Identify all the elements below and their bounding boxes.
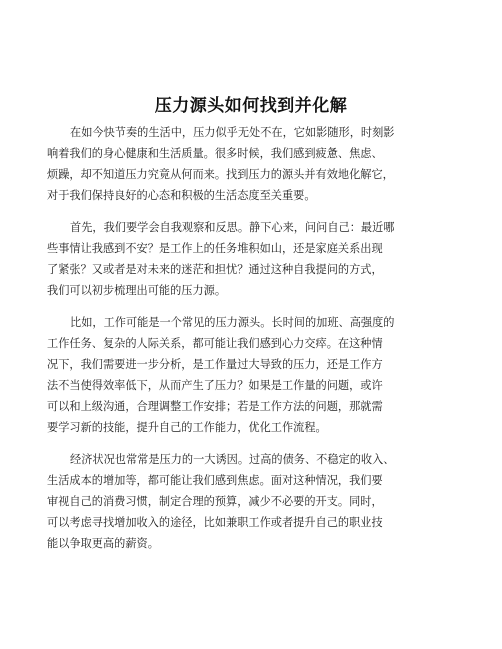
paragraph-line: 对于我们保持良好的心态和积极的生活态度至关重要。	[47, 189, 316, 202]
paragraph-line: 我们可以初步梳理出可能的压力源。	[47, 284, 227, 297]
paragraph-line: 要学习新的技能，提升自己的工作能力，优化工作流程。	[47, 421, 327, 434]
paragraph-line: 比如，工作可能是一个常见的压力源头。长时间的加班、高强度的	[70, 316, 395, 329]
paragraph-line: 烦躁，却不知道压力究竟从何而来。找到压力的源头并有效地化解它，	[47, 168, 394, 181]
paragraph-line: 可以和上级沟通，合理调整工作安排；若是工作方法的问题，那就需	[47, 400, 383, 413]
paragraph-line: 生活成本的增加等，都可能让我们感到焦虑。面对这种情况，我们要	[47, 474, 383, 487]
paragraph-line: 首先，我们要学会自我观察和反思。静下心来，问问自己：最近哪	[70, 221, 395, 234]
paragraph-line: 在如今快节奏的生活中，压力似乎无处不在，它如影随形，时刻影	[70, 126, 395, 139]
paragraph-line: 法不当使得效率低下，从而产生了压力？如果是工作量的问题，或许	[47, 379, 383, 392]
paragraph-line: 能以争取更高的薪资。	[47, 537, 159, 550]
paragraph-line: 经济状况也常常是压力的一大诱因。过高的债务、不稳定的收入、	[70, 453, 395, 466]
paragraph-line: 工作任务、复杂的人际关系，都可能让我们感到心力交瘁。在这种情	[47, 337, 383, 350]
paragraph-line: 响着我们的身心健康和生活质量。很多时候，我们感到疲惫、焦虑、	[47, 147, 383, 160]
document-title: 压力源头如何找到并化解	[154, 96, 348, 116]
paragraph-line: 审视自己的消费习惯，制定合理的预算，减少不必要的开支。同时，	[47, 495, 383, 508]
paragraph-line: 些事情让我感到不安？是工作上的任务堆积如山，还是家庭关系出现	[47, 242, 383, 255]
paragraph-line: 况下，我们需要进一步分析，是工作量过大导致的压力，还是工作方	[47, 358, 383, 371]
paragraph-line: 了紧张？又或者是对未来的迷茫和担忧？通过这种自我提问的方式，	[47, 263, 383, 276]
paragraph-line: 可以考虑寻找增加收入的途径，比如兼职工作或者提升自己的职业技	[47, 516, 383, 529]
